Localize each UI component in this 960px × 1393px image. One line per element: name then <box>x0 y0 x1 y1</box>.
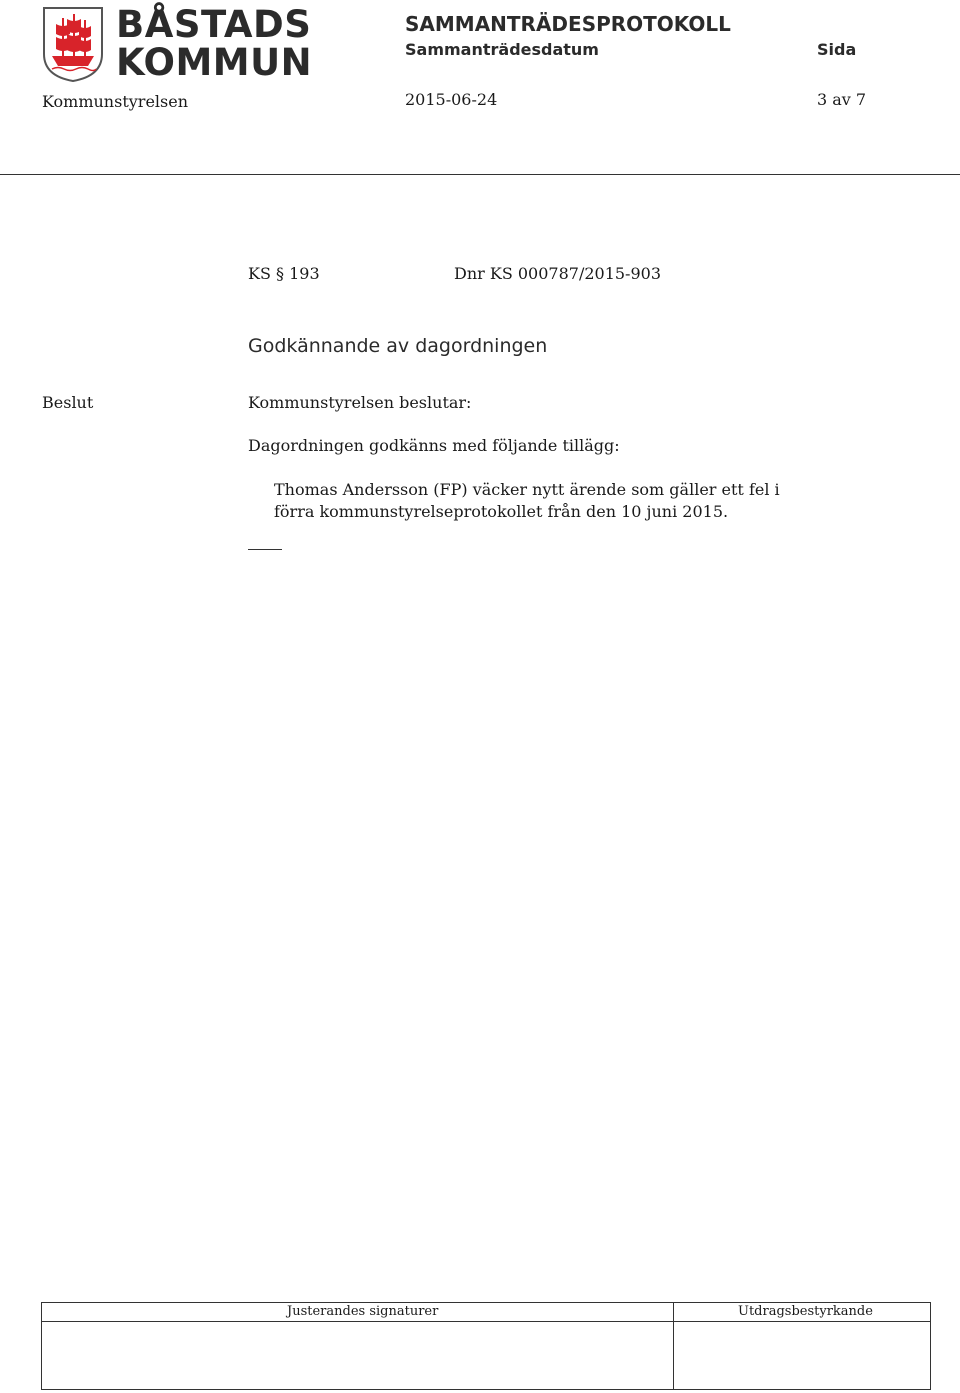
addition-text: Thomas Andersson (FP) väcker nytt ärende som gäller ett fel i förra kommunstyrelseprotokollet från den 10 juni 2015. <box>274 480 780 521</box>
signature-table-column-divider <box>673 1303 674 1389</box>
municipality-logo <box>42 3 313 84</box>
approval-text: Dagordningen godkänns med följande tillägg: <box>248 436 620 455</box>
meeting-date-label: Sammanträdesdatum <box>405 40 599 59</box>
end-of-item-rule <box>248 549 282 550</box>
committee-name: Kommunstyrelsen <box>42 92 189 111</box>
header-divider <box>0 174 960 175</box>
signature-table <box>41 1302 931 1390</box>
decision-intro: Kommunstyrelsen beslutar: <box>248 393 472 412</box>
meeting-date: 2015-06-24 <box>405 90 498 109</box>
registration-number: Dnr KS 000787/2015-903 <box>454 264 661 283</box>
signature-table-header-divider <box>42 1321 930 1322</box>
ship-shield-icon <box>42 6 104 82</box>
item-heading: Godkännande av dagordningen <box>248 335 548 357</box>
extract-label: Utdragsbestyrkande <box>738 1304 873 1319</box>
page-number: 3 av 7 <box>817 90 867 109</box>
logo-line-2: KOMMUN <box>116 41 313 84</box>
case-id: KS § 193 <box>248 264 320 283</box>
signatures-label: Justerandes signaturer <box>287 1304 439 1319</box>
decision-label: Beslut <box>42 393 94 412</box>
page-label: Sida <box>817 40 857 59</box>
document-title: SAMMANTRÄDESPROTOKOLL <box>405 12 731 36</box>
logo-line-1: BÅSTADS <box>116 3 312 46</box>
